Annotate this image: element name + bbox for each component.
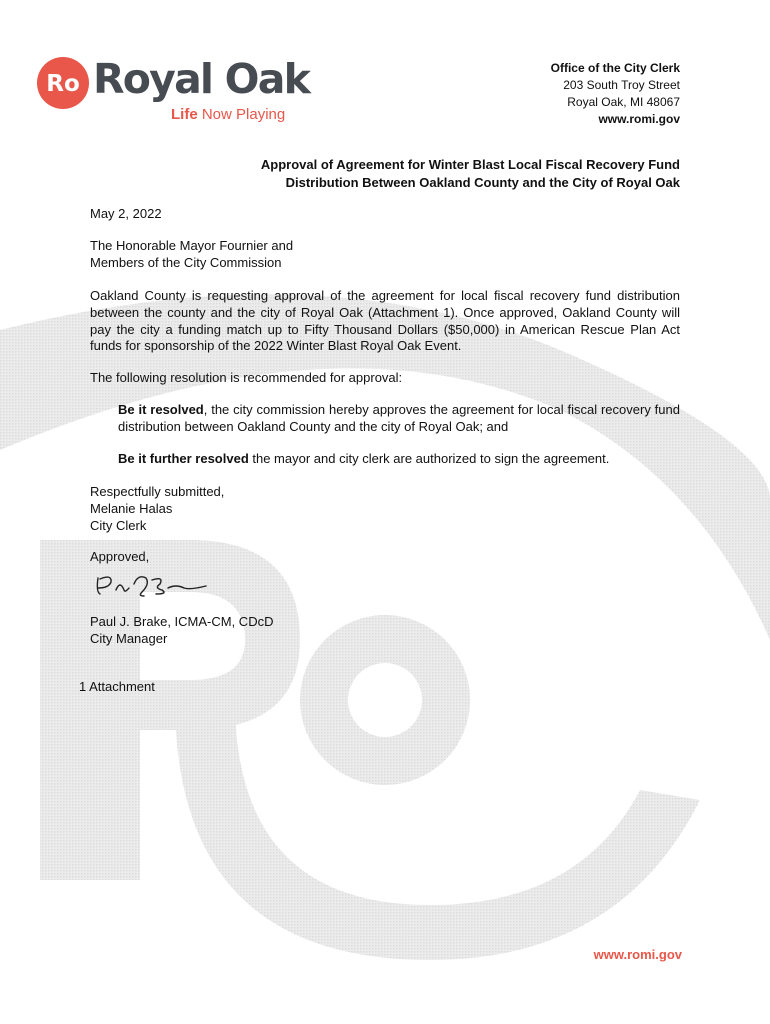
salutation-line-2: Members of the City Commission <box>90 254 282 270</box>
resolution-1-lead: Be it resolved <box>118 402 204 417</box>
tagline-rest: Now Playing <box>201 106 286 123</box>
salutation-line-1: The Honorable Mayor Fournier and <box>90 238 294 253</box>
logo-wordmark: Royal Oak <box>93 55 310 103</box>
document-title <box>261 156 680 191</box>
clerk-title: City Clerk <box>90 517 147 533</box>
title-line-2: Distribution Between Oakland County and the City of Royal Oak <box>285 174 680 190</box>
office-city: Royal Oak, MI 48067 <box>567 95 680 109</box>
attachment-note: 1 Attachment <box>79 679 155 694</box>
manager-block <box>90 614 273 648</box>
resolution-1 <box>118 402 680 436</box>
handwritten-signature-icon <box>94 570 214 600</box>
office-address-block <box>551 60 680 128</box>
salutation <box>90 238 293 272</box>
resolution-2-lead: Be it further resolved <box>118 451 249 466</box>
manager-title: City Manager <box>90 630 168 646</box>
closing-line: Respectfully submitted, <box>90 484 225 499</box>
letter-date: May 2, 2022 <box>90 206 162 221</box>
closing-block <box>90 484 224 534</box>
svg-text:Ro: Ro <box>46 71 80 97</box>
tagline-bold: Life <box>171 106 198 123</box>
ro-logo-icon <box>37 57 89 109</box>
clerk-name: Melanie Halas <box>90 500 173 516</box>
resolution-1-text: , the city commission hereby approves the agreement for local fiscal recovery fund distribution between Oakland County and the city of Royal Oak; and <box>118 402 680 434</box>
resolution-2 <box>118 451 680 468</box>
logo-tagline <box>171 106 285 123</box>
footer-website-link[interactable]: www.romi.gov <box>593 947 682 962</box>
resolution-intro: The following resolution is recommended for approval: <box>90 370 403 385</box>
office-website-link[interactable]: www.romi.gov <box>598 112 680 126</box>
resolution-2-text: the mayor and city clerk are authorized to sign the agreement. <box>248 451 610 466</box>
approved-label: Approved, <box>90 549 150 564</box>
title-line-1: Approval of Agreement for Winter Blast Local Fiscal Recovery Fund <box>260 157 680 172</box>
office-street: 203 South Troy Street <box>563 78 680 92</box>
office-name: Office of the City Clerk <box>550 61 680 75</box>
manager-name: Paul J. Brake, ICMA-CM, CDcD <box>90 614 274 629</box>
body-paragraph: Oakland County is requesting approval of the agreement for local fiscal recovery fund distribution between the county and the city of Royal Oak (Attachment 1). Once approved, Oakland County will pay the city a funding match up to Fifty Thousand Dollars ($50,000) in American Rescue Plan Act funds for sponsorship of the 2022 Winter Blast Royal Oak Event. <box>90 288 680 354</box>
